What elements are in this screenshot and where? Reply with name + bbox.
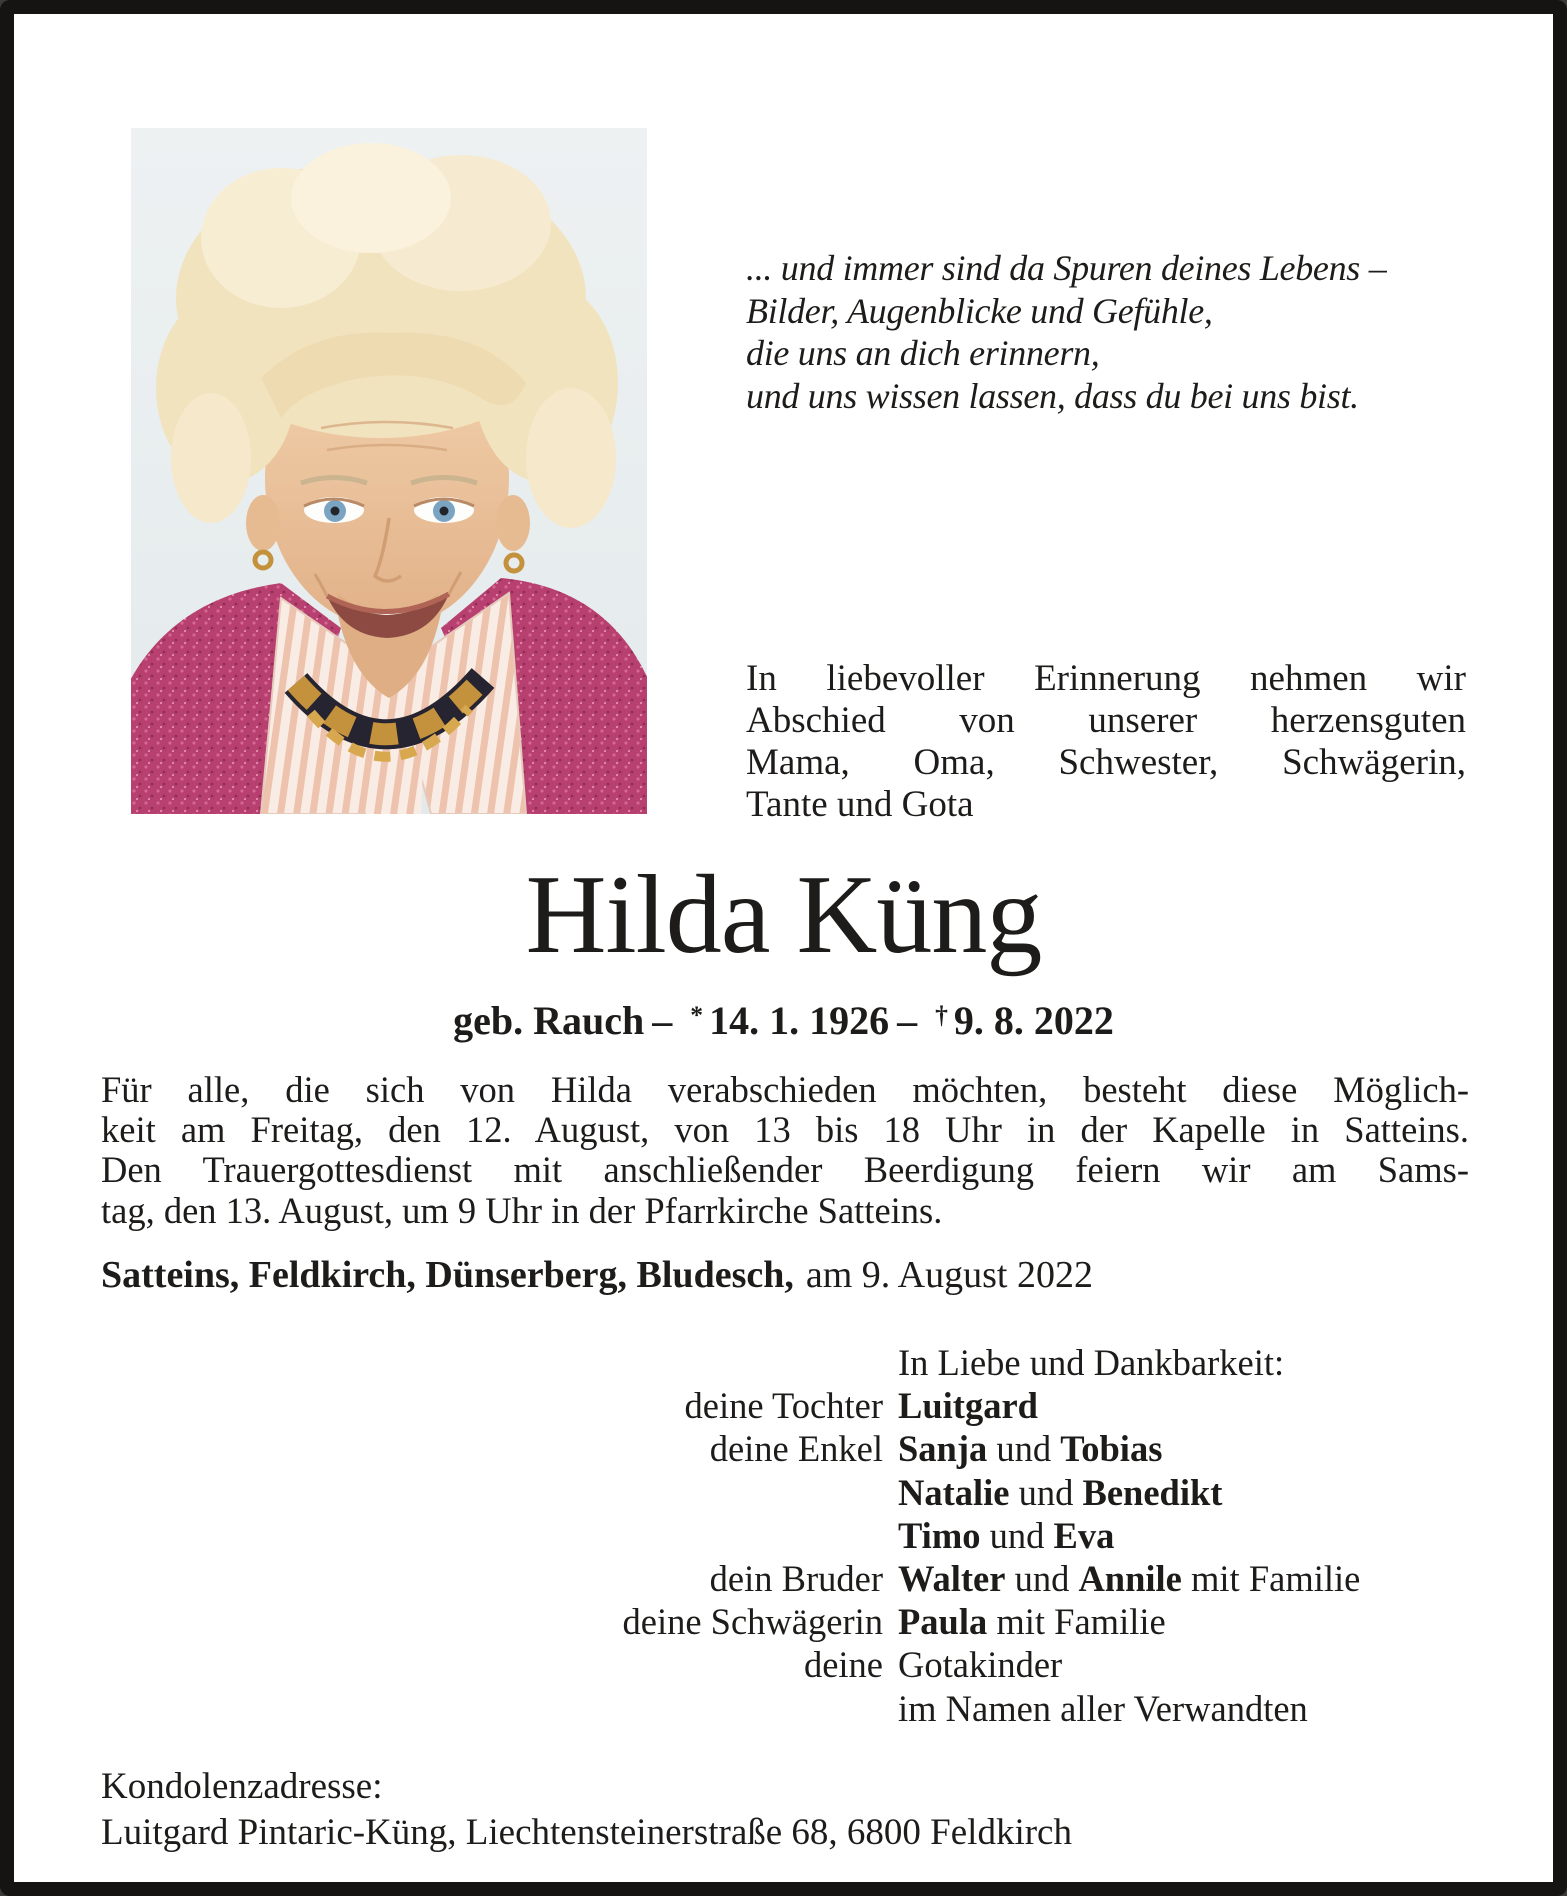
poem-line-1: ... und immer sind da Spuren deines Lebens – — [746, 248, 1387, 288]
family-name: Paula — [898, 1601, 988, 1643]
maiden-name: geb. Rauch — [453, 998, 645, 1043]
family-names — [898, 1600, 1469, 1643]
birth-date: 14. 1. 1926 — [709, 998, 890, 1043]
family-relation-label: dein Bruder — [709, 1557, 883, 1599]
announcement-line-1: Für alle, die sich von Hilda verabschieden möchten, besteht diese Möglich- — [101, 1069, 1469, 1110]
family-row-6 — [101, 1557, 1469, 1600]
condolence-heading: Kondolenzadresse: — [101, 1766, 383, 1807]
family-relation-label: deine Tochter — [684, 1385, 883, 1427]
ear — [246, 495, 280, 551]
poem-line-4: und uns wissen lassen, dass du bei uns bist. — [746, 376, 1359, 417]
death-date: 9. 8. 2022 — [953, 998, 1114, 1043]
birth-death-line — [14, 998, 1553, 1049]
intro-line-2: Abschied von unserer herzensguten — [746, 700, 1466, 741]
family-names — [898, 1557, 1469, 1600]
poem-line-3: die uns an dich erinnern, — [746, 333, 1100, 374]
birth-symbol: * — [690, 1000, 704, 1030]
family-names — [898, 1341, 1469, 1384]
family-text: mit Familie — [987, 1601, 1166, 1643]
family-relation-label: deine Schwägerin — [622, 1601, 883, 1643]
dateline-places: Satteins, Feldkirch, Dünserberg, Bludesch, — [101, 1254, 794, 1296]
family-relation-label — [101, 1514, 883, 1557]
dateline — [101, 1253, 1469, 1297]
funeral-announcement — [101, 1070, 1469, 1231]
intro-line-1: In liebevoller Erinnerung nehmen wir — [746, 658, 1466, 699]
announcement-line-3: Den Trauergottesdienst mit anschließender Beerdigung feiern wir am Sams- — [101, 1149, 1469, 1191]
poem-line-2: Bilder, Augenblicke und Gefühle, — [746, 290, 1213, 331]
family-names — [898, 1384, 1469, 1427]
mourners-list — [101, 1341, 1469, 1730]
family-relation-label: deine — [803, 1644, 883, 1686]
portrait-illustration — [131, 128, 647, 814]
family-row-5 — [101, 1514, 1469, 1557]
dash: – — [652, 998, 673, 1043]
family-text: mit Familie — [1181, 1557, 1361, 1599]
family-text: Gotakinder — [898, 1644, 1063, 1686]
family-row-9 — [101, 1687, 1469, 1730]
dash: – — [897, 998, 918, 1043]
family-row-1 — [101, 1341, 1469, 1384]
intro-paragraph — [746, 658, 1466, 826]
family-text: und — [980, 1514, 1054, 1556]
portrait-photo — [131, 128, 647, 814]
dateline-date: am 9. August 2022 — [805, 1254, 1093, 1296]
intro-line-4: Tante und Gota — [746, 784, 974, 825]
family-name: Tobias — [1060, 1428, 1163, 1470]
family-name: Walter — [898, 1557, 1006, 1599]
family-relation-label — [101, 1687, 883, 1730]
family-name: Annile — [1078, 1557, 1182, 1599]
family-names — [898, 1427, 1469, 1470]
family-row-3 — [101, 1427, 1469, 1470]
announcement-line-4: tag, den 13. August, um 9 Uhr in der Pfarrkirche Satteins. — [101, 1189, 943, 1231]
announcement-line-2: keit am Freitag, den 12. August, von 13 bis 18 Uhr in der Kapelle in Satteins. — [101, 1109, 1469, 1151]
family-names — [898, 1643, 1469, 1686]
family-text: und — [1009, 1471, 1083, 1513]
family-text: im Namen aller Verwandten — [898, 1687, 1308, 1729]
family-name: Sanja — [898, 1428, 988, 1470]
family-row-4 — [101, 1471, 1469, 1514]
family-names — [898, 1471, 1469, 1514]
family-name: Timo — [898, 1514, 981, 1556]
family-relation-label — [101, 1341, 883, 1384]
family-text: In Liebe und Dankbarkeit: — [898, 1342, 1285, 1383]
deceased-name: Hilda Küng — [525, 853, 1042, 977]
family-name: Luitgard — [898, 1385, 1038, 1427]
family-row-8 — [101, 1643, 1469, 1686]
family-names — [898, 1514, 1469, 1557]
family-row-2 — [101, 1384, 1469, 1427]
family-text: und — [1005, 1557, 1079, 1599]
intro-line-3: Mama, Oma, Schwester, Schwägerin, — [746, 742, 1466, 783]
family-name: Benedikt — [1082, 1471, 1223, 1513]
death-symbol: † — [935, 1000, 948, 1030]
family-names — [898, 1687, 1469, 1730]
family-name: Natalie — [898, 1471, 1010, 1513]
memorial-poem — [746, 247, 1470, 418]
condolence-address: Luitgard Pintaric-Küng, Liechtensteinerstraße 68, 6800 Feldkirch — [101, 1812, 1072, 1853]
family-relation-label — [101, 1471, 883, 1514]
family-row-7 — [101, 1600, 1469, 1643]
family-text: und — [987, 1428, 1061, 1470]
ear — [496, 495, 530, 551]
condolence-block — [101, 1764, 1469, 1856]
family-relation-label: deine Enkel — [709, 1428, 883, 1470]
family-name: Eva — [1053, 1514, 1115, 1556]
